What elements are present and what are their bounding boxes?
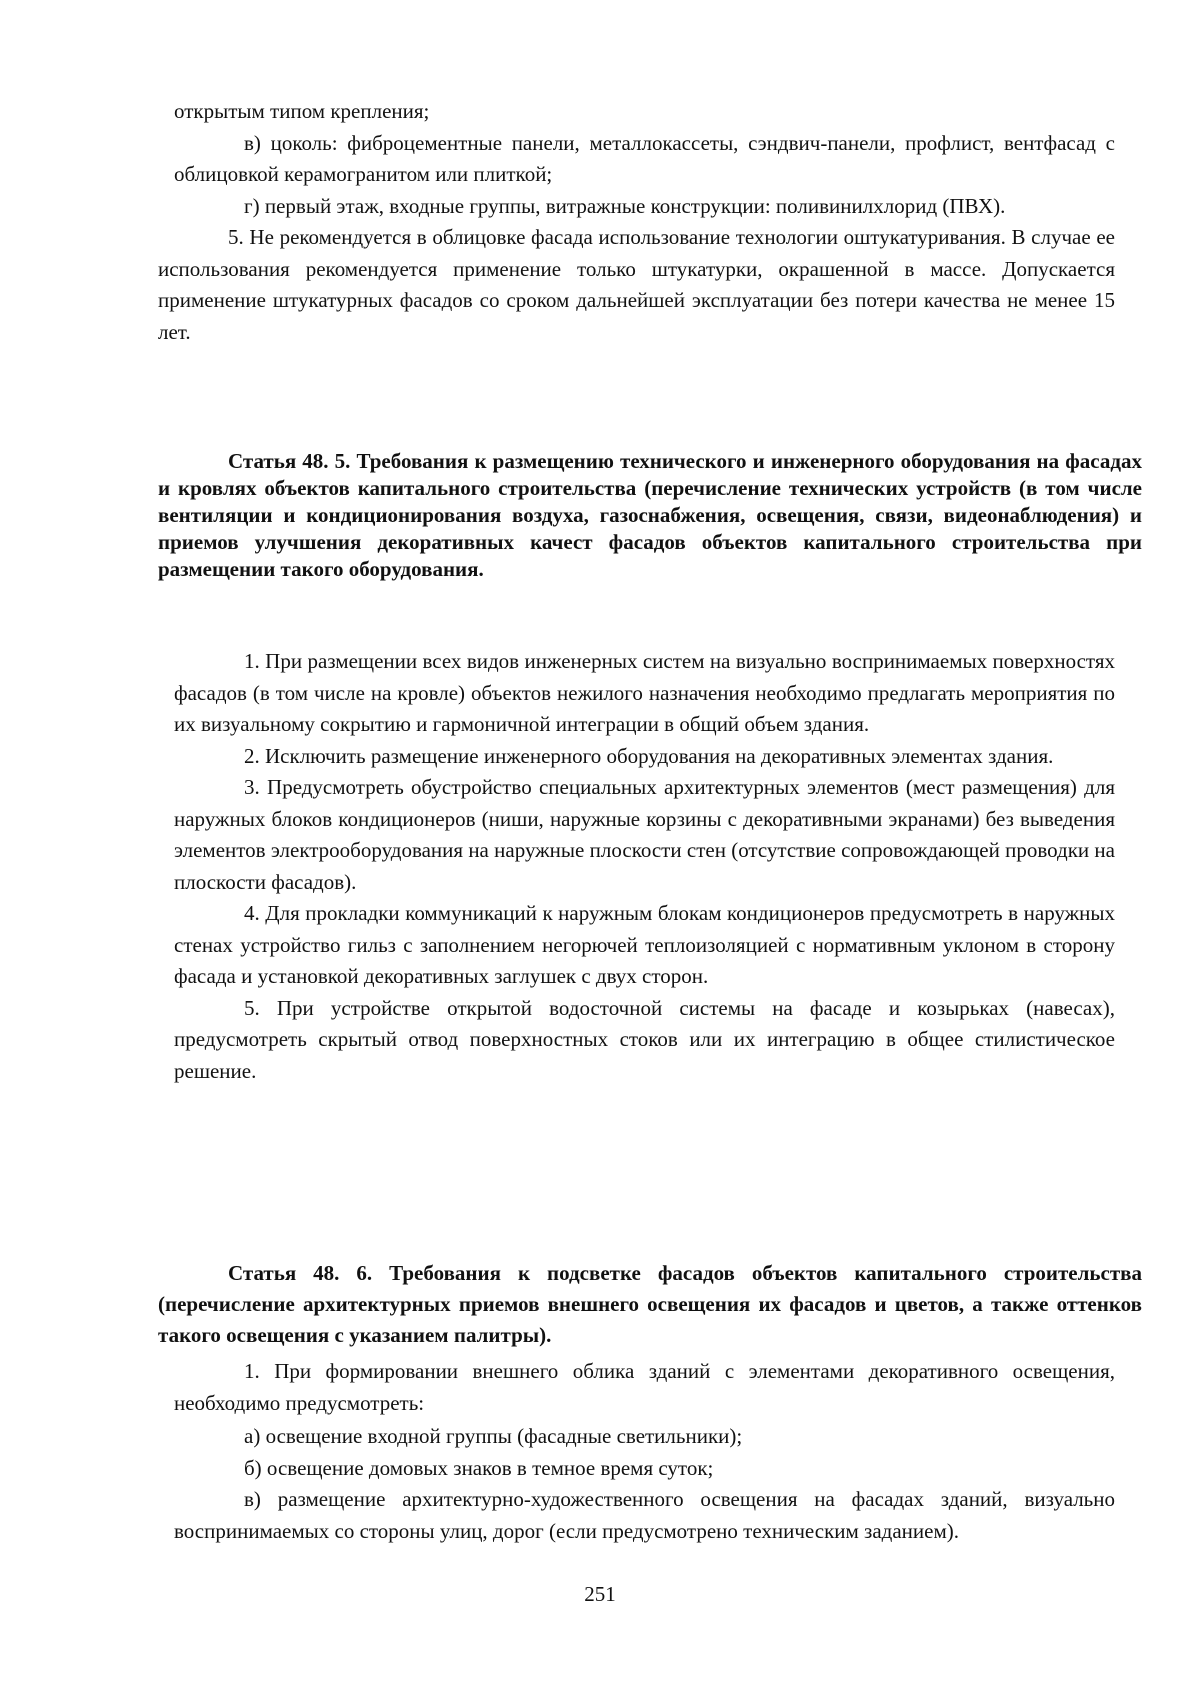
intro-item-g: г) первый этаж, входные группы, витражные конструкции: поливинилхлорид (ПВХ).	[244, 193, 1006, 218]
article-48-6-item-1: 1. При формировании внешнего облика зданий с элементами декоративного освещения, необходимо предусмотреть:	[174, 1359, 1115, 1415]
article-48-5-item-3: 3. Предусмотреть обустройство специальных архитектурных элементов (мест размещения) для наружных блоков кондиционеров (ниши, наружные корзины с декоративными экранами) без выведения элементов электрооборудования на наружные плоскости стен (отсутствие сопровождающей проводки на плоскости фасадов).	[174, 775, 1115, 894]
article-48-6-item-v: в) размещение архитектурно-художественного освещения на фасадах зданий, визуально воспринимаемых со стороны улиц, дорог (если предусмотрено техническим заданием).	[174, 1487, 1115, 1543]
article-48-5-section	[0, 448, 1200, 583]
article-48-5-item-5: 5. При устройстве открытой водосточной системы на фасаде и козырьках (навесах), предусмотреть скрытый отвод поверхностных стоков или их интеграцию в общее стилистическое решение.	[174, 995, 1115, 1083]
intro-line: открытым типом крепления;	[174, 99, 430, 123]
page-number: 251	[584, 1582, 616, 1606]
intro-section	[0, 96, 1200, 348]
intro-item-v: в) цоколь: фиброцементные панели, металлокассеты, сэндвич-панели, профлист, вентфасад с облицовкой керамогранитом или плиткой;	[174, 130, 1115, 186]
article-48-5-items	[0, 646, 1200, 1087]
article-48-5-item-1: 1. При размещении всех видов инженерных систем на визуально воспринимаемых поверхностях фасадов (в том числе на кровле) объектов нежилого назначения необходимо предлагать мероприятия по их визуальному сокрытию и гармоничной интеграции в общий объем здания.	[174, 649, 1115, 736]
article-48-6-heading: Статья 48. 6. Требования к подсветке фасадов объектов капитального строительства (перечисление архитектурных приемов внешнего освещения их фасадов и цветов, а также оттенков такого освещения с указанием палитры).	[158, 1261, 1142, 1347]
article-48-6-section	[0, 1258, 1200, 1351]
article-48-5-item-2: 2. Исключить размещение инженерного оборудования на декоративных элементах здания.	[244, 743, 1054, 768]
article-48-5-heading: Статья 48. 5. Требования к размещению технического и инженерного оборудования на фасадах и кровлях объектов капитального строительства (перечисление технических устройств (в том числе вентиляции и кондиционирования воздуха, газоснабжения, освещения, связи, видеонаблюдения) и приемов улучшения декоративных качест фасадов объектов капитального строительства при размещении такого оборудования.	[158, 449, 1142, 581]
article-48-6-items	[0, 1356, 1200, 1547]
article-48-6-item-a: а) освещение входной группы (фасадные светильники);	[244, 1424, 743, 1448]
article-48-5-item-4: 4. Для прокладки коммуникаций к наружным блокам кондиционеров предусмотреть в наружных стенах устройство гильз с заполнением негорючей теплоизоляцией с нормативным уклоном в сторону фасада и установкой декоративных заглушек с двух сторон.	[174, 901, 1115, 988]
intro-item-5: 5. Не рекомендуется в облицовке фасада использование технологии оштукатуривания. В случае ее использования рекомендуется применение только штукатурки, окрашенной в массе. Допускается применение штукатурных фасадов со сроком дальнейшей эксплуатации без потери качества не менее 15 лет.	[158, 225, 1115, 344]
article-48-6-item-b: б) освещение домовых знаков в темное время суток;	[244, 1455, 714, 1480]
